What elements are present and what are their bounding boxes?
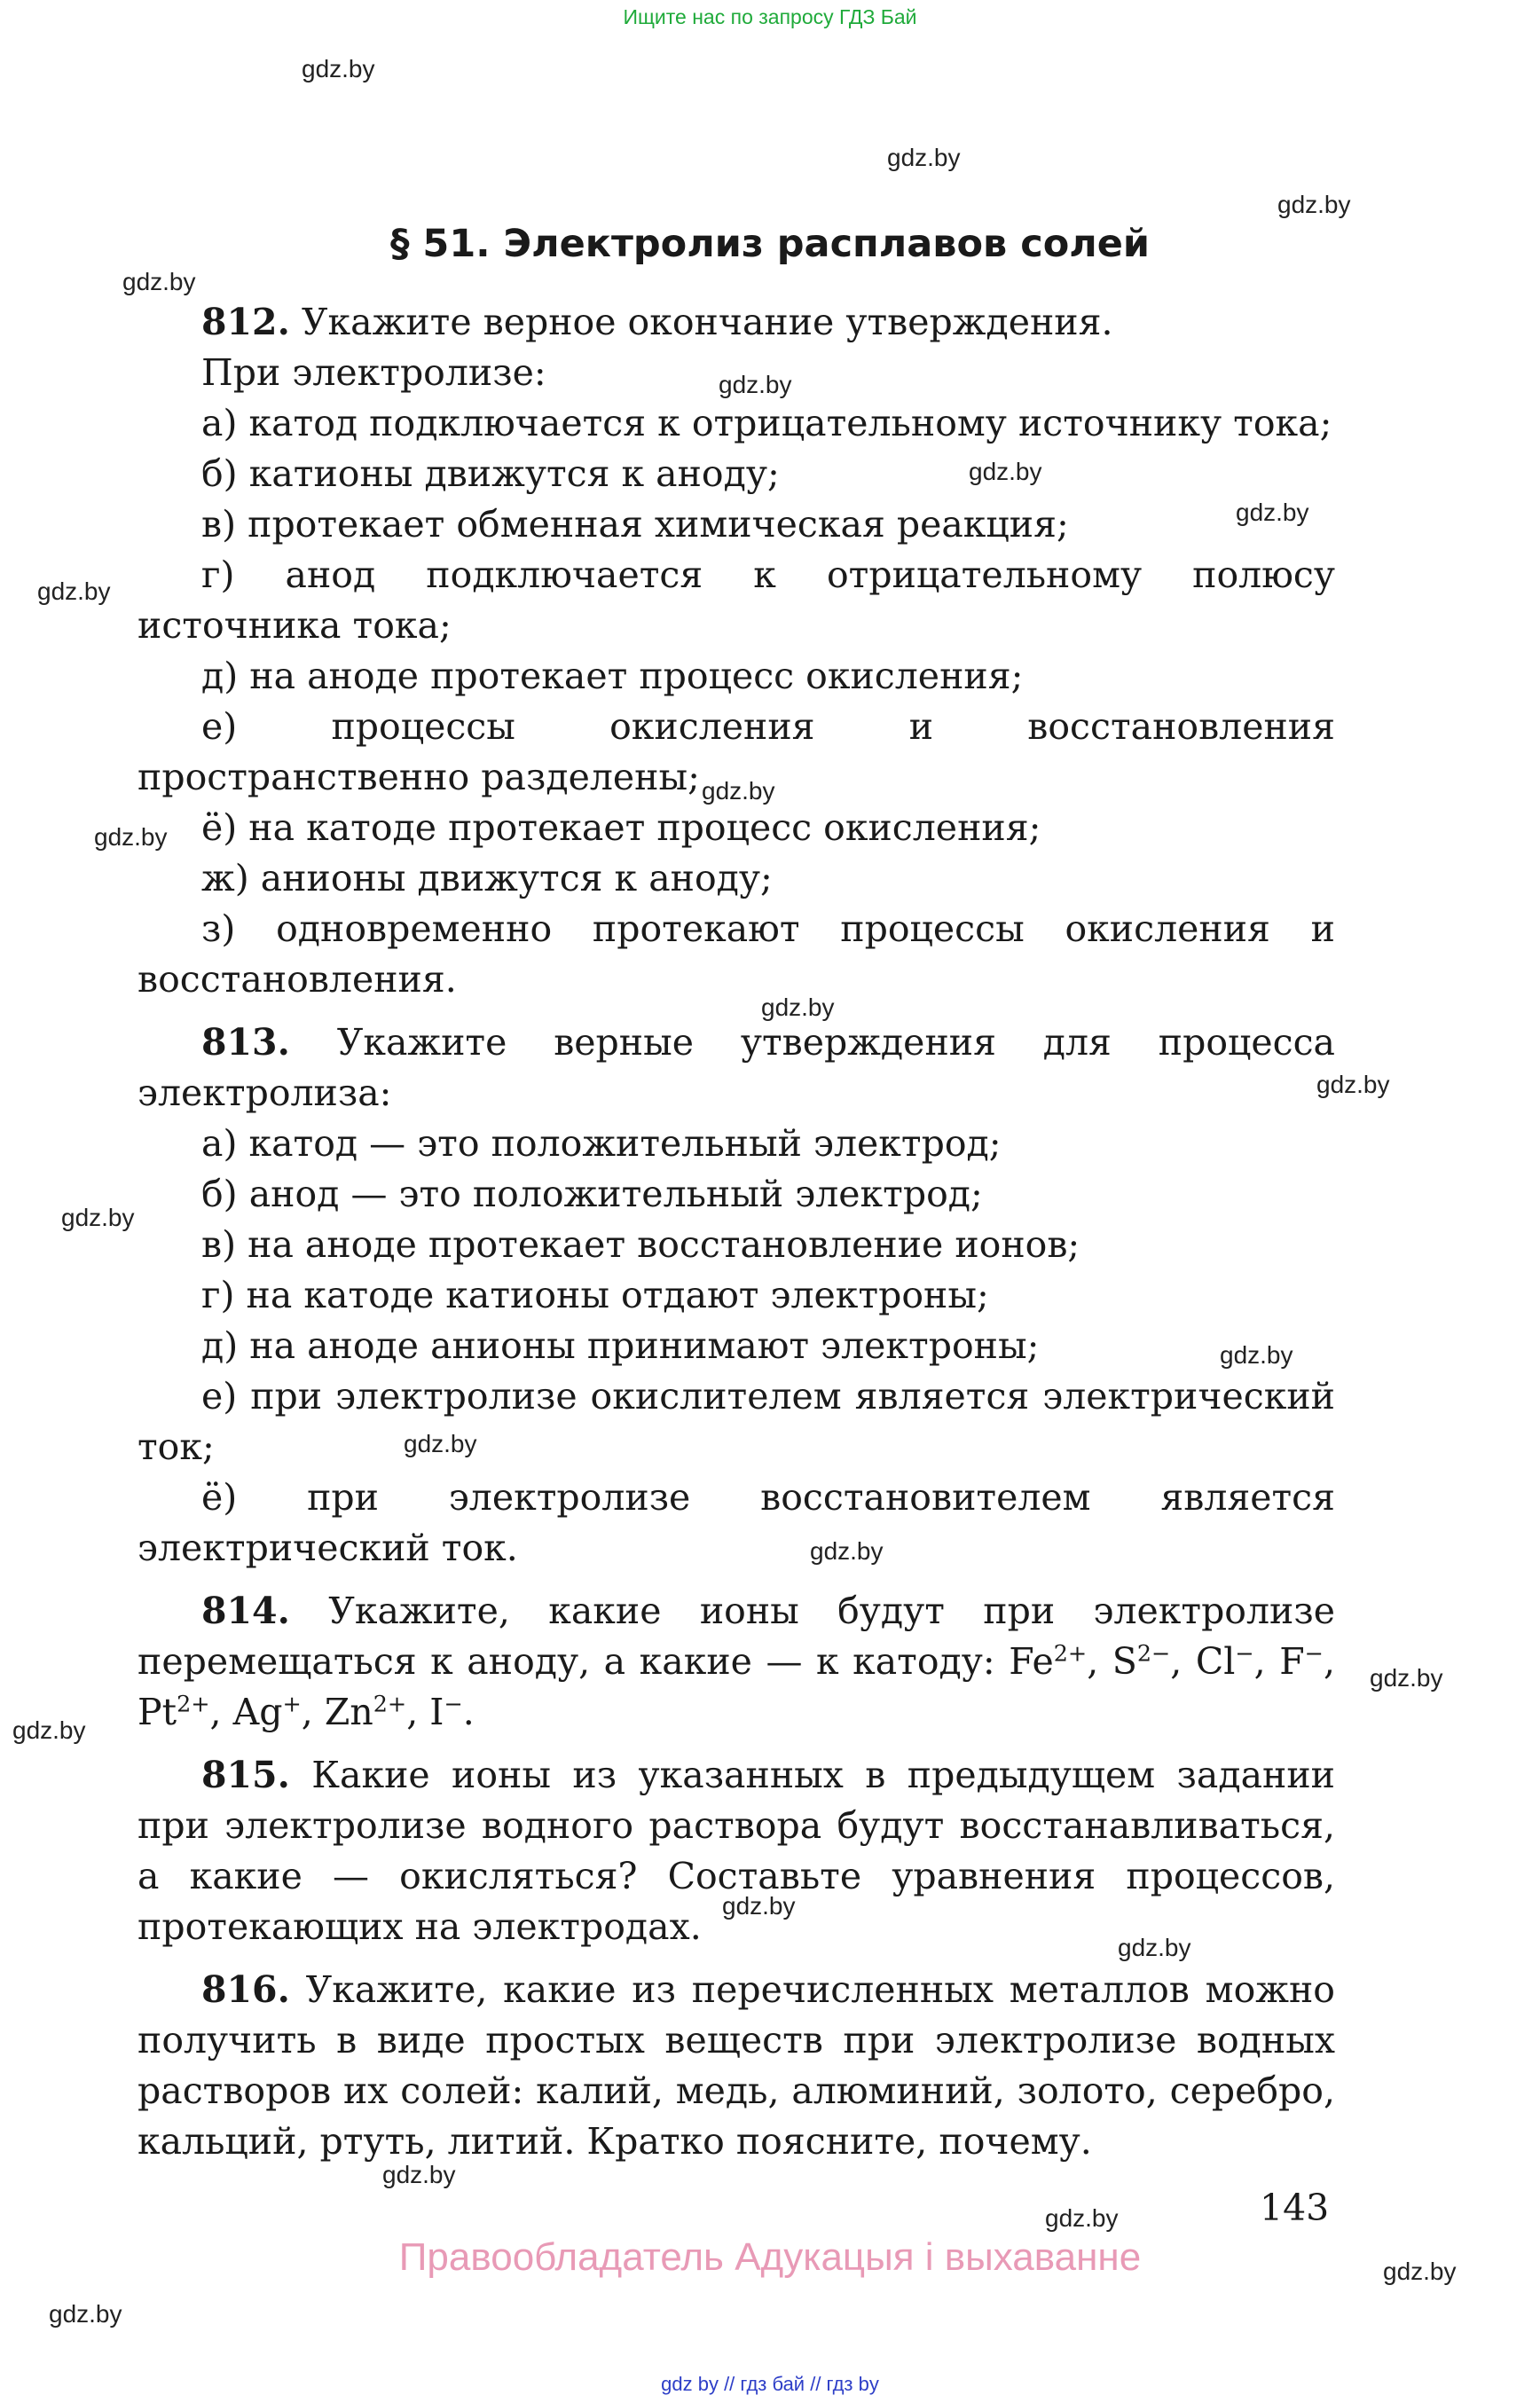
exercise-814 <box>138 1586 1335 1738</box>
ion: $Fe^{2+}$, <box>1009 1639 1112 1683</box>
top-banner[interactable]: Ищите нас по запросу ГДЗ Бай <box>623 5 917 28</box>
watermark: gdz.by <box>887 144 961 171</box>
watermark: gdz.by <box>810 1537 884 1565</box>
ion: Ag+, <box>232 1690 325 1733</box>
watermark: gdz.by <box>302 55 375 82</box>
watermark: gdz.by <box>1277 191 1351 218</box>
exercise-content <box>138 297 1335 2167</box>
watermark: gdz.by <box>382 2161 456 2188</box>
watermark: gdz.by <box>1370 1664 1443 1692</box>
list-item: ё) при электролизе восстановителем является электрический ток. <box>138 1476 1335 1569</box>
watermark: gdz.by <box>1045 2204 1119 2232</box>
ion: $S^{2-}$, <box>1112 1639 1196 1683</box>
exercise-number: 816. <box>201 1968 290 2011</box>
exercise-stem: Укажите верные утверждения для процесса электролиза: <box>138 1021 1335 1114</box>
watermark: gdz.by <box>722 1892 796 1920</box>
watermark: gdz.by <box>122 268 196 295</box>
watermark: gdz.by <box>37 577 111 605</box>
list-item: г) анод подключается к отрицательному полюсу источника тока; <box>138 554 1335 647</box>
watermark: gdz.by <box>702 777 775 805</box>
exercise-815 <box>138 1750 1335 1952</box>
list-item: ё) на катоде протекает процесс окисления; <box>201 806 1041 849</box>
watermark: gdz.by <box>1316 1071 1390 1098</box>
page-number: 143 <box>1260 2187 1330 2229</box>
ion: $Pt^{2+}$, <box>138 1690 233 1733</box>
watermark: gdz.by <box>12 1716 86 1744</box>
list-item: а) катод — это положительный электрод; <box>201 1122 1002 1165</box>
list-item: в) протекает обменная химическая реакция; <box>201 503 1069 546</box>
ion: F−, <box>1279 1639 1335 1683</box>
exercise-intro: При электролизе: <box>201 351 546 394</box>
list-item: б) катионы движутся к аноду; <box>201 452 780 495</box>
watermark: gdz.by <box>1220 1341 1293 1369</box>
exercise-number: 813. <box>201 1021 290 1064</box>
exercise-text: Укажите, какие ионы будут при электролизе перемещаться к аноду, а какие — к катоду: <box>138 1590 1335 1683</box>
exercise-number: 812. <box>201 301 290 343</box>
exercise-number: 814. <box>201 1590 290 1632</box>
watermark: gdz.by <box>969 458 1042 485</box>
ion: $Zn^{2+}$, <box>324 1690 430 1733</box>
exercise-text: Какие ионы из указанных в предыдущем задании при электролизе водного раствора будут восстанавливаться, а какие — окисляться? Составьте уравнения процессов, протекающих на электродах. <box>138 1754 1335 1948</box>
watermark: gdz.by <box>49 2300 122 2328</box>
copyright-owner: Правообладатель Адукацыя і выхаванне <box>398 2235 1142 2279</box>
watermark: gdz.by <box>404 1430 477 1457</box>
list-item: ж) анионы движутся к аноду; <box>201 857 773 899</box>
list-item: е) процессы окисления и восстановления пространственно разделены; <box>138 705 1335 798</box>
watermark: gdz.by <box>1383 2258 1457 2285</box>
watermark: gdz.by <box>719 371 792 398</box>
watermark: gdz.by <box>1118 1934 1191 1961</box>
exercise-stem: Укажите верное окончание утверждения. <box>301 301 1113 343</box>
watermark: gdz.by <box>61 1204 135 1231</box>
exercise-number: 815. <box>201 1754 290 1796</box>
section-title: § 51. Электролиз расплавов солей <box>389 222 1151 266</box>
list-item: а) катод подключается к отрицательному источнику тока; <box>201 402 1332 444</box>
exercise-813 <box>138 1017 1335 1119</box>
watermark: gdz.by <box>761 993 835 1021</box>
list-item: е) при электролизе окислителем является электрический ток; <box>138 1375 1335 1468</box>
watermark: gdz.by <box>94 823 168 851</box>
ion: Cl−, <box>1195 1639 1280 1683</box>
watermark: gdz.by <box>1236 499 1309 526</box>
list-item: д) на аноде протекает процесс окисления; <box>201 655 1024 697</box>
ion: I−. <box>429 1690 475 1733</box>
list-item: з) одновременно протекают процессы окисления и восстановления. <box>138 907 1335 1001</box>
list-item: д) на аноде анионы принимают электроны; <box>201 1324 1040 1367</box>
list-item: г) на катоде катионы отдают электроны; <box>201 1274 989 1316</box>
list-item: б) анод — это положительный электрод; <box>201 1173 983 1215</box>
list-item: в) на аноде протекает восстановление ионов; <box>201 1223 1080 1266</box>
exercise-text: Укажите, какие из перечисленных металлов можно получить в виде простых веществ при электролизе водных растворов их солей: калий, медь, алюминий, золото, серебро, кальций, ртуть, литий. Кратко поясните, почему. <box>138 1968 1335 2163</box>
exercise-812 <box>138 297 1335 348</box>
bottom-links[interactable]: gdz by // гдз бай // гдз by <box>661 2373 879 2395</box>
exercise-816 <box>138 1965 1335 2167</box>
